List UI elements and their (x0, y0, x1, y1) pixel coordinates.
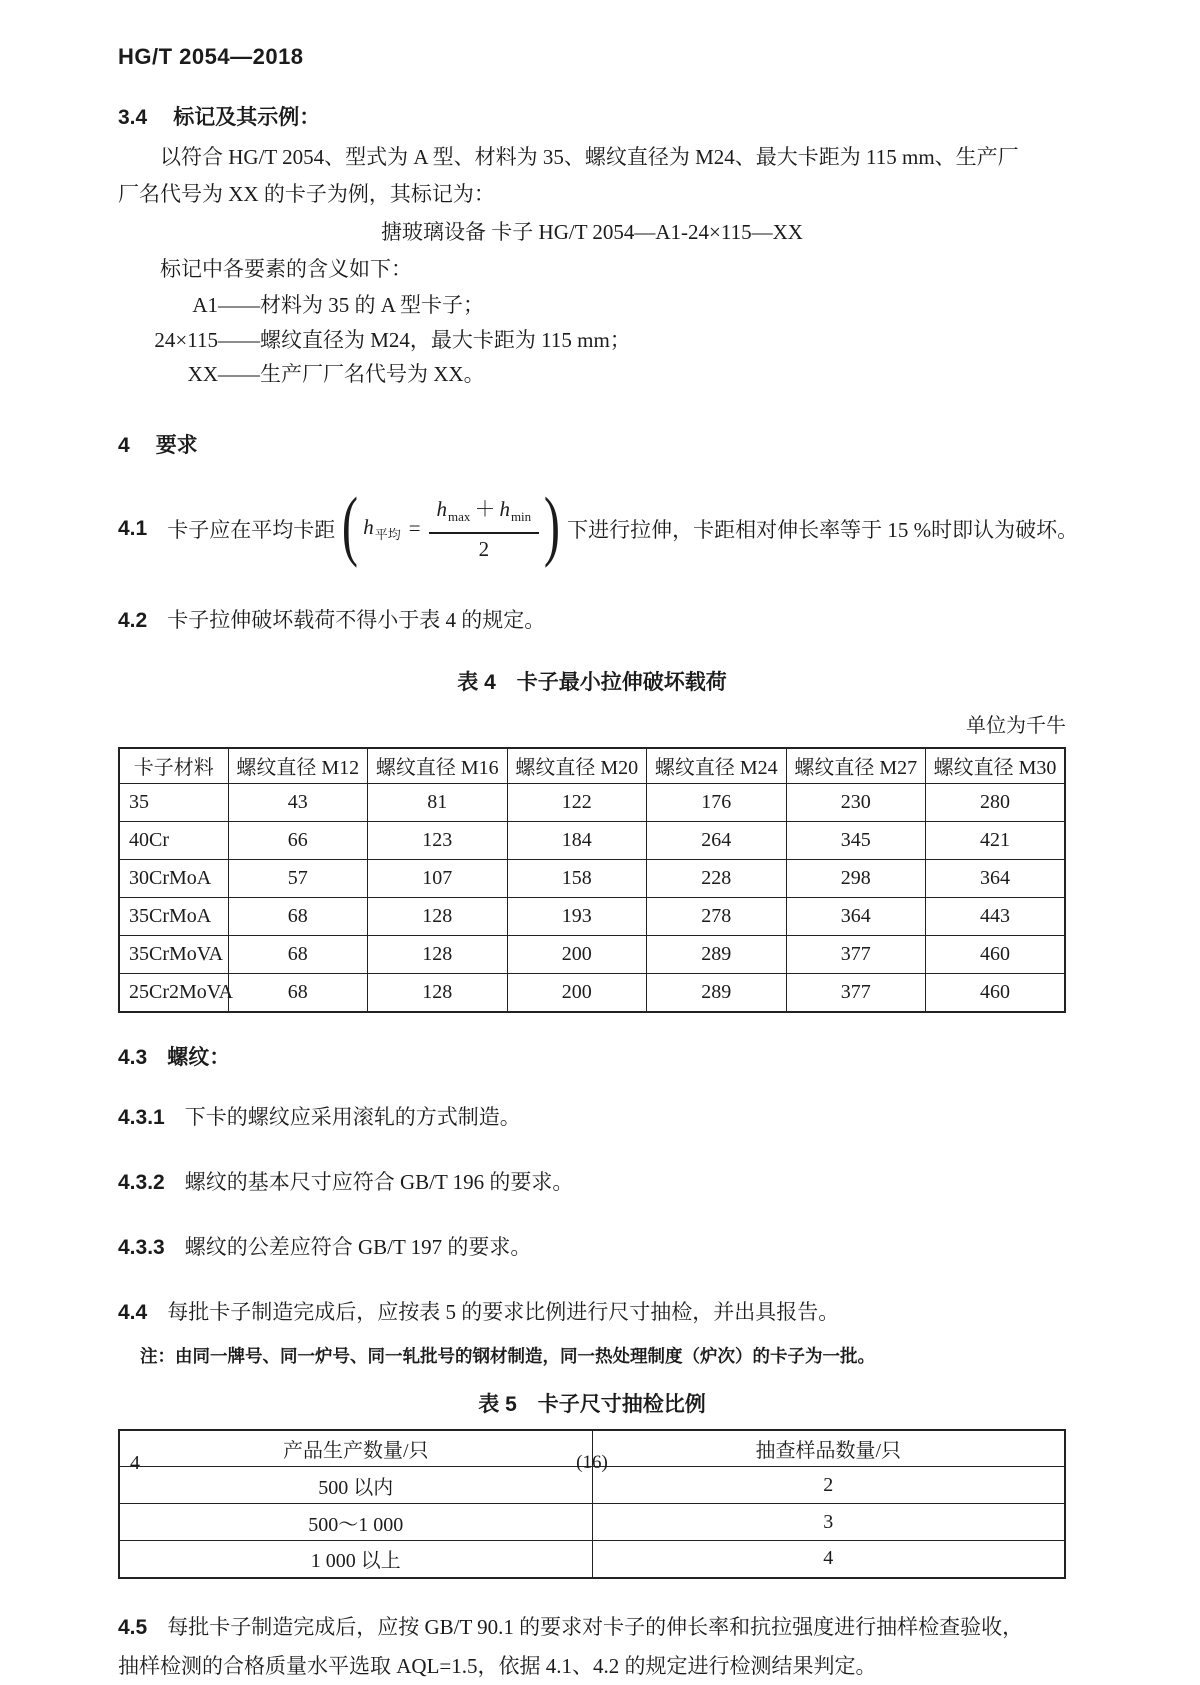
data-cell: 68 (228, 936, 368, 974)
definition-term: 24×115 (154, 327, 218, 352)
data-cell: 278 (647, 898, 787, 936)
definitions-list (118, 288, 1066, 392)
data-cell: 421 (926, 822, 1066, 860)
page-number: 4 (130, 1452, 140, 1474)
table-4-unit-note: 单位为千牛 (966, 714, 1066, 737)
clause-number: 3.4 (118, 106, 148, 129)
standard-number-header: HG/T 2054—2018 (118, 44, 304, 69)
clause-4-5: 4.5 每批卡子制造完成后，应按 GB/T 90.1 的要求对卡子的伸长率和抗拉强度进行抽样检查验收， 抽样检测的合格质量水平选取 AQL=1.5，依据 4.1、4.2 的规定进行检测结果判定。 (118, 1614, 1024, 1678)
data-cell: 3 (592, 1504, 1065, 1541)
clause-3-4-heading (118, 101, 1066, 131)
header-cell: 螺纹直径 M16 (368, 748, 508, 784)
document-page (118, 0, 1079, 1685)
data-cell: 230 (786, 784, 926, 822)
data-cell: 193 (507, 898, 647, 936)
data-cell: 66 (228, 822, 368, 860)
data-cell: 184 (507, 822, 647, 860)
data-cell: 158 (507, 860, 647, 898)
definition-item (118, 357, 1066, 392)
equals-sign: = (408, 516, 421, 540)
data-cell: 176 (647, 784, 787, 822)
data-cell: 107 (368, 860, 508, 898)
clause-number: 4 (118, 433, 130, 457)
definition-description: 材料为 35 的 A 型卡子； (260, 293, 485, 317)
data-cell: 35CrMoA (119, 898, 228, 936)
header-cell: 产品生产数量/只 (119, 1430, 592, 1467)
definition-item (118, 288, 1066, 323)
data-cell: 40Cr (119, 822, 228, 860)
table-4-min-tensile-failure-load (118, 747, 1066, 1013)
table-4-caption: 表 4 卡子最小拉伸破坏载荷 (457, 670, 727, 694)
clause-4-1 (118, 480, 1079, 577)
clause-4-3-heading: 4.3 螺纹： (118, 1045, 231, 1069)
definition-dash: —— (218, 327, 260, 352)
data-cell: 345 (786, 822, 926, 860)
definition-description: 生产厂厂名代号为 XX。 (260, 362, 485, 386)
header-cell: 卡子材料 (119, 748, 228, 784)
table-row (119, 974, 1065, 1012)
data-cell: 364 (786, 898, 926, 936)
data-cell: 500～1 000 (119, 1504, 592, 1541)
clause-4-3-3: 4.3.3 螺纹的公差应符合 GB/T 197 的要求。 (118, 1234, 532, 1259)
table-row (119, 784, 1065, 822)
clause-number: 4.1 (118, 516, 148, 540)
data-cell: 377 (786, 974, 926, 1012)
clause-3-4-intro (118, 139, 1066, 213)
data-cell: 35CrMoVA (119, 936, 228, 974)
meaning-intro: 标记中各要素的含义如下： (160, 257, 412, 281)
data-cell: 289 (647, 936, 787, 974)
data-cell: 200 (507, 974, 647, 1012)
data-cell: 460 (926, 974, 1066, 1012)
fraction-denominator: 2 (478, 536, 490, 561)
table-row (119, 1541, 1065, 1578)
fraction (429, 497, 540, 561)
h-average-variable: $h_{平均}$ (363, 514, 401, 542)
data-cell: 460 (926, 936, 1066, 974)
intro-line-2: 厂名代号为 XX 的卡子为例，其标记为： (118, 182, 495, 206)
definition-term: A1 (192, 293, 218, 317)
clause-text-after: 下进行拉伸，卡距相对伸长率等于 15 %时即认为破坏。 (567, 517, 1079, 542)
data-cell: 57 (228, 860, 368, 898)
table-row (119, 936, 1065, 974)
clause-4-3-2: 4.3.2 螺纹的基本尺寸应符合 GB/T 196 的要求。 (118, 1169, 574, 1194)
header-cell: 螺纹直径 M12 (228, 748, 368, 784)
fraction-numerator: $h_{max} + h_{min}$ (429, 497, 540, 534)
clause-text-before: 卡子应在平均卡距 (167, 517, 336, 542)
data-cell: 364 (926, 860, 1066, 898)
clause-title: 要求 (155, 433, 198, 457)
data-cell: 377 (786, 936, 926, 974)
header-cell: 螺纹直径 M24 (647, 748, 787, 784)
clause-4-4: 4.4 每批卡子制造完成后，应按表 5 的要求比例进行尺寸抽检，并出具报告。 (118, 1299, 840, 1324)
data-cell: 500 以内 (119, 1467, 592, 1504)
data-cell: 4 (592, 1541, 1065, 1578)
marking-example: 搪玻璃设备 卡子 HG/T 2054—A1-24×115—XX (381, 220, 803, 244)
data-cell: 289 (647, 974, 787, 1012)
table-5-caption: 表 5 卡子尺寸抽检比例 (478, 1392, 706, 1416)
data-cell: 68 (228, 898, 368, 936)
data-cell: 25Cr2MoVA (119, 974, 228, 1012)
clause-4-2: 4.2 卡子拉伸破坏载荷不得小于表 4 的规定。 (118, 607, 546, 632)
data-cell: 280 (926, 784, 1066, 822)
data-cell: 1 000 以上 (119, 1541, 592, 1578)
data-cell: 30CrMoA (119, 860, 228, 898)
data-cell: 2 (592, 1467, 1065, 1504)
data-cell: 128 (368, 936, 508, 974)
data-cell: 200 (507, 936, 647, 974)
data-cell: 298 (786, 860, 926, 898)
table-row (119, 898, 1065, 936)
table-row (119, 1504, 1065, 1541)
table-row (119, 822, 1065, 860)
clause-4-heading (118, 429, 1066, 459)
header-cell: 螺纹直径 M20 (507, 748, 647, 784)
definition-term: XX (187, 362, 218, 386)
data-cell: 228 (647, 860, 787, 898)
header-cell: 螺纹直径 M30 (926, 748, 1066, 784)
sheet-number: (16) (576, 1452, 608, 1473)
header-cell: 抽查样品数量/只 (592, 1430, 1065, 1467)
definition-dash: —— (218, 362, 260, 386)
data-cell: 68 (228, 974, 368, 1012)
table-5-sampling-ratio (118, 1429, 1066, 1579)
clause-title: 标记及其示例： (173, 106, 321, 129)
definition-item (118, 323, 1066, 358)
average-clamp-distance-formula: ( $h_{平均}$ = $\frac{h_{max} + h_{min}}{2}$ ) (342, 480, 561, 568)
data-cell: 35 (119, 784, 228, 822)
clause-4-3-1: 4.3.1 下卡的螺纹应采用滚轧的方式制造。 (118, 1104, 521, 1129)
data-cell: 81 (368, 784, 508, 822)
intro-line-1: 以符合 HG/T 2054、型式为 A 型、材料为 35、螺纹直径为 M24、最大卡距为 115 mm、生产厂 (160, 145, 1019, 169)
data-cell: 264 (647, 822, 787, 860)
data-cell: 43 (228, 784, 368, 822)
table-row (119, 860, 1065, 898)
data-cell: 443 (926, 898, 1066, 936)
table-4-header-row (119, 748, 1065, 784)
data-cell: 123 (368, 822, 508, 860)
definition-description: 螺纹直径为 M24，最大卡距为 115 mm； (260, 327, 631, 352)
data-cell: 128 (368, 974, 508, 1012)
data-cell: 128 (368, 898, 508, 936)
header-cell: 螺纹直径 M27 (786, 748, 926, 784)
data-cell: 122 (507, 784, 647, 822)
clause-4-4-note: 注：由同一牌号、同一炉号、同一轧批号的钢材制造，同一热处理制度（炉次）的卡子为一批。 (140, 1345, 875, 1366)
definition-dash: —— (218, 293, 260, 317)
